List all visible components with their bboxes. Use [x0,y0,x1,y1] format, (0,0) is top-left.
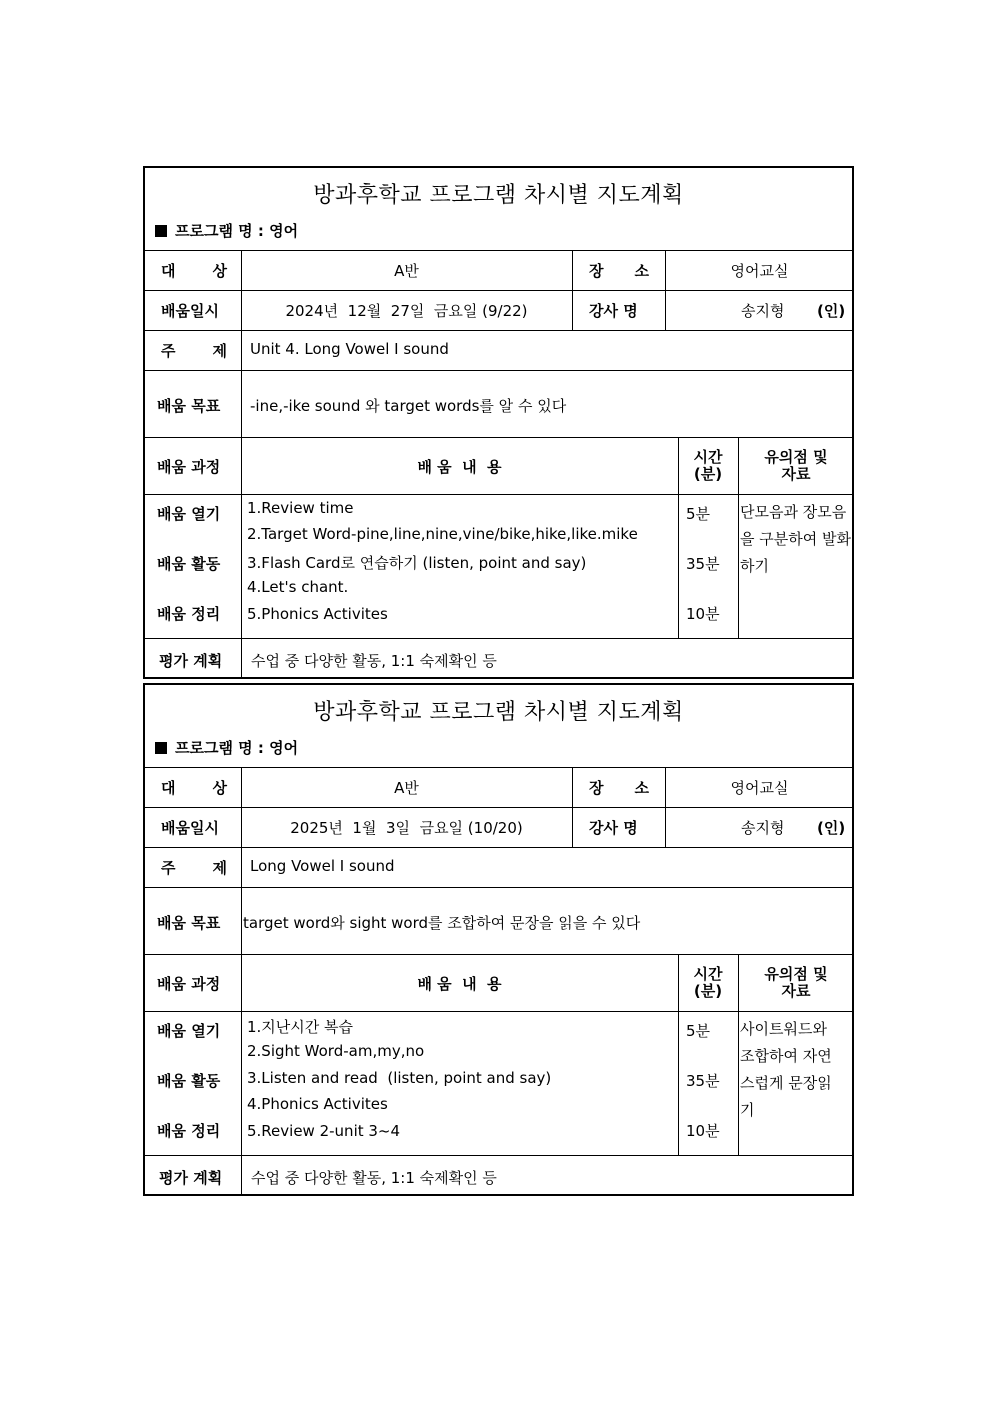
seal-mark: (인) [817,819,846,837]
time-open: 5분 [686,505,711,523]
topic-label: 주 제 [161,342,227,360]
topic-value: Unit 4. Long Vowel I sound [250,340,449,358]
instructor-label: 강사 명 [589,819,638,837]
content-item-3: 3.Flash Card로 연습하기 (listen, point and say) [247,554,587,572]
stage-open-label: 배움 열기 [157,1022,221,1040]
content-item-2: 2.Target Word-pine,line,nine,vine/bike,hike,like.mike [247,525,638,543]
instructor-value: 송지형 [741,819,785,837]
evaluation-value: 수업 중 다양한 활동, 1:1 숙제확인 등 [251,652,497,670]
date-label: 배움일시 [161,819,219,837]
content-item-2: 2.Sight Word-am,my,no [247,1042,425,1060]
goal-value: -ine,-ike sound 와 target words를 알 수 있다 [250,397,567,415]
target-value: A반 [394,779,419,797]
stage-activity-label: 배움 활동 [157,1072,221,1090]
square-bullet-icon [155,225,167,237]
target-label: 대 상 [161,779,227,797]
time-activity: 35분 [686,555,720,573]
time-header: 시간 (분) [693,448,723,483]
content-header: 배 움 내 용 [417,975,502,993]
notes-header: 유의점 및 자료 [764,448,828,483]
notes-value: 사이트워드와 조합하여 자연스럽게 문장읽기 [740,1020,832,1119]
instructor-value: 송지형 [741,302,785,320]
process-label: 배움 과정 [157,975,221,993]
date-value: 2024년 12월 27일 금요일 (9/22) [285,302,528,320]
content-item-5: 5.Phonics Activites [247,605,388,623]
plan-title: 방과후학교 프로그램 차시별 지도계획 [313,183,684,208]
time-open: 5분 [686,1022,711,1040]
content-item-1: 1.Review time [247,499,354,517]
time-close: 10분 [686,605,720,623]
time-close: 10분 [686,1122,720,1140]
place-value: 영어교실 [730,779,789,797]
content-item-5: 5.Review 2-unit 3~4 [247,1122,401,1140]
content-item-4: 4.Let's chant. [247,578,349,596]
stage-open-label: 배움 열기 [157,505,221,523]
stage-activity-label: 배움 활동 [157,555,221,573]
content-header: 배 움 내 용 [417,458,502,476]
place-value: 영어교실 [730,262,789,280]
topic-label: 주 제 [161,859,227,877]
notes-header: 유의점 및 자료 [764,965,828,1000]
instructor-label: 강사 명 [589,302,638,320]
evaluation-label: 평가 계획 [159,1169,223,1187]
goal-label: 배움 목표 [157,914,221,932]
lesson-plan-1 [143,166,854,679]
target-value: A반 [394,262,419,280]
goal-label: 배움 목표 [157,397,221,415]
content-item-1: 1.지난시간 복습 [247,1018,354,1036]
program-name [155,220,298,241]
program-name-text: 프로그램 명 : 영어 [175,222,299,240]
plan-title: 방과후학교 프로그램 차시별 지도계획 [313,700,684,725]
date-value: 2025년 1월 3일 금요일 (10/20) [290,819,523,837]
place-label: 장 소 [589,262,649,280]
content-item-3: 3.Listen and read (listen, point and say) [247,1069,552,1087]
target-label: 대 상 [161,262,227,280]
stage-close-label: 배움 정리 [157,1122,221,1140]
program-name-text: 프로그램 명 : 영어 [175,739,299,757]
time-activity: 35분 [686,1072,720,1090]
lesson-plan-2 [143,683,854,1196]
date-label: 배움일시 [161,302,219,320]
program-name [155,737,298,758]
process-label: 배움 과정 [157,458,221,476]
goal-value: target word와 sight word를 조합하여 문장을 읽을 수 있다 [243,914,641,932]
time-header: 시간 (분) [693,965,723,1000]
stage-close-label: 배움 정리 [157,605,221,623]
seal-mark: (인) [817,302,846,320]
evaluation-value: 수업 중 다양한 활동, 1:1 숙제확인 등 [251,1169,497,1187]
square-bullet-icon [155,742,167,754]
place-label: 장 소 [589,779,649,797]
content-item-4: 4.Phonics Activites [247,1095,388,1113]
topic-value: Long Vowel I sound [250,857,395,875]
evaluation-label: 평가 계획 [159,652,223,670]
notes-value: 단모음과 장모음을 구분하여 발화하기 [740,503,851,575]
